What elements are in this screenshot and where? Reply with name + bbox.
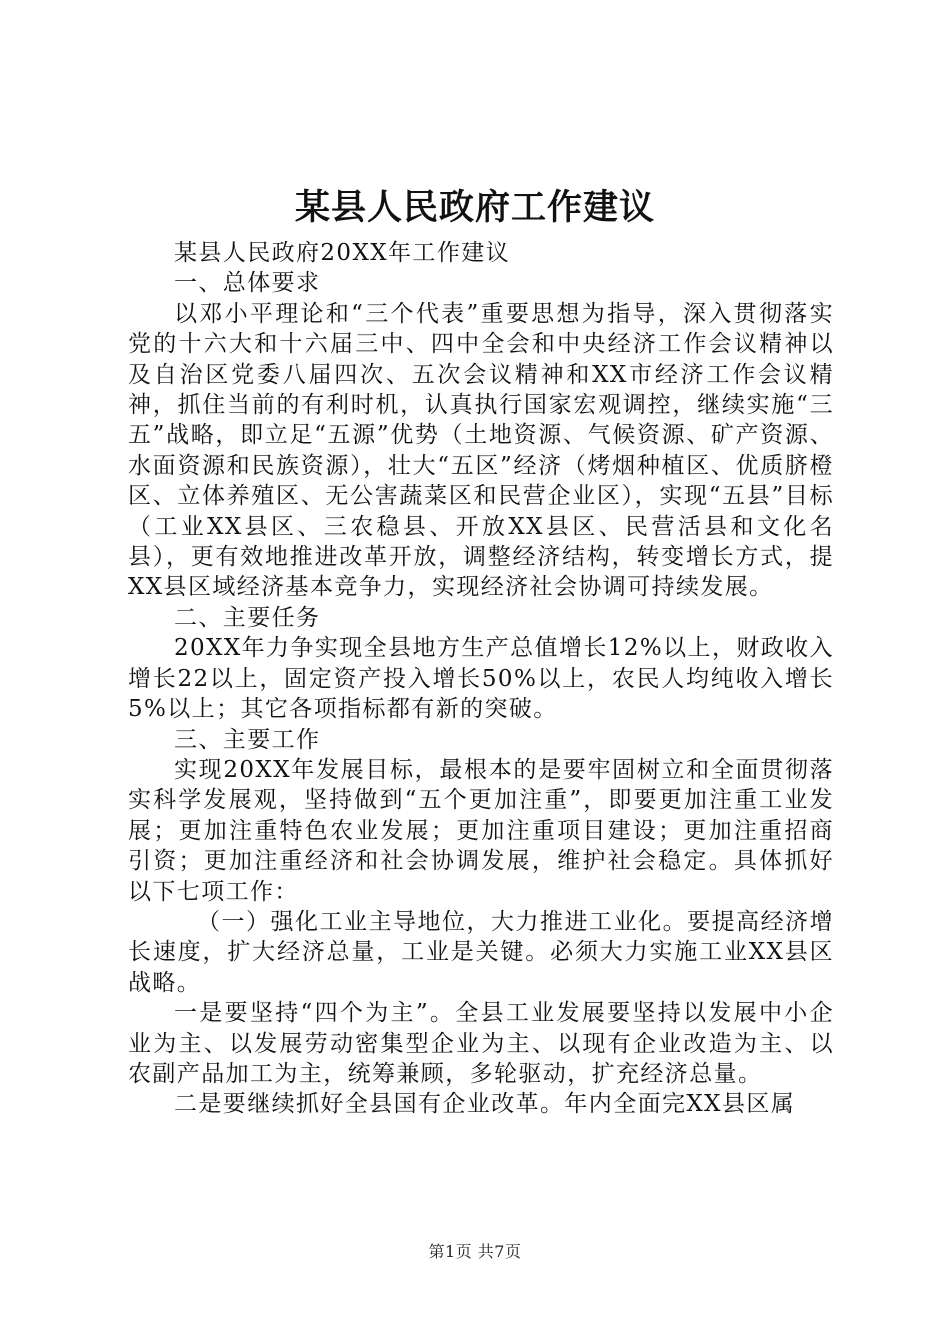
document-body bbox=[128, 238, 834, 1120]
body-paragraph: 20XX年力争实现全县地方生产总值增长12%以上，财政收入增长22以上，固定资产投入增长50%以上，农民人均纯收入增长5%以上；其它各项指标都有新的突破。 bbox=[128, 635, 834, 723]
subsection-paragraph: （一）强化工业主导地位，大力推进工业化。要提高经济增长速度，扩大经济总量，工业是关键。必须大力实施工业XX县区战略。 bbox=[128, 908, 834, 996]
document-title: 某县人民政府工作建议 bbox=[294, 187, 655, 228]
body-paragraph: 二是要继续抓好全县国有企业改革。年内全面完XX县区属 bbox=[174, 1091, 796, 1118]
body-paragraph: 以邓小平理论和“三个代表”重要思想为指导，深入贯彻落实党的十六大和十六届三中、四中全会和中央经济工作会议精神以及自治区党委八届四次、五次会议精神和XX市经济工作会议精神，抓住当前的有利时机，认真执行国家宏观调控，继续实施“三五”战略，即立足“五源”优势（土地资源、气候资源、矿产资源、水面资源和民族资源），壮大“五区”经济（烤烟种植区、优质脐橙区、立体养殖区、无公害蔬菜区和民营企业区），实现“五县”目标（工业XX县区、三农稳县、开放XX县区、民营活县和文化名县），更有效地推进改革开放，调整经济结构，转变增长方式，提XX县区域经济基本竞争力，实现经济社会协调可持续发展。 bbox=[128, 300, 834, 601]
subtitle-paragraph: 某县人民政府20XX年工作建议 bbox=[174, 240, 511, 266]
page-number-footer: 第1页 共7页 bbox=[428, 1242, 522, 1261]
section-heading-1: 一、总体要求 bbox=[174, 270, 321, 297]
section-heading-2: 二、主要任务 bbox=[174, 604, 321, 631]
body-paragraph: 实现20XX年发展目标，最根本的是要牢固树立和全面贯彻落实科学发展观，坚持做到“五个更加注重”，即要更加注重工业发展；更加注重特色农业发展；更加注重项目建设；更加注重招商引资；更加注重经济和社会协调发展，维护社会稳定。具体抓好以下七项工作： bbox=[128, 756, 834, 905]
body-paragraph: 一是要坚持“四个为主”。全县工业发展要坚持以发展中小企业为主、以发展劳动密集型企业为主、以现有企业改造为主、以农副产品加工为主，统筹兼顾，多轮驱动，扩充经济总量。 bbox=[128, 1000, 834, 1087]
section-heading-3: 三、主要工作 bbox=[174, 726, 321, 753]
